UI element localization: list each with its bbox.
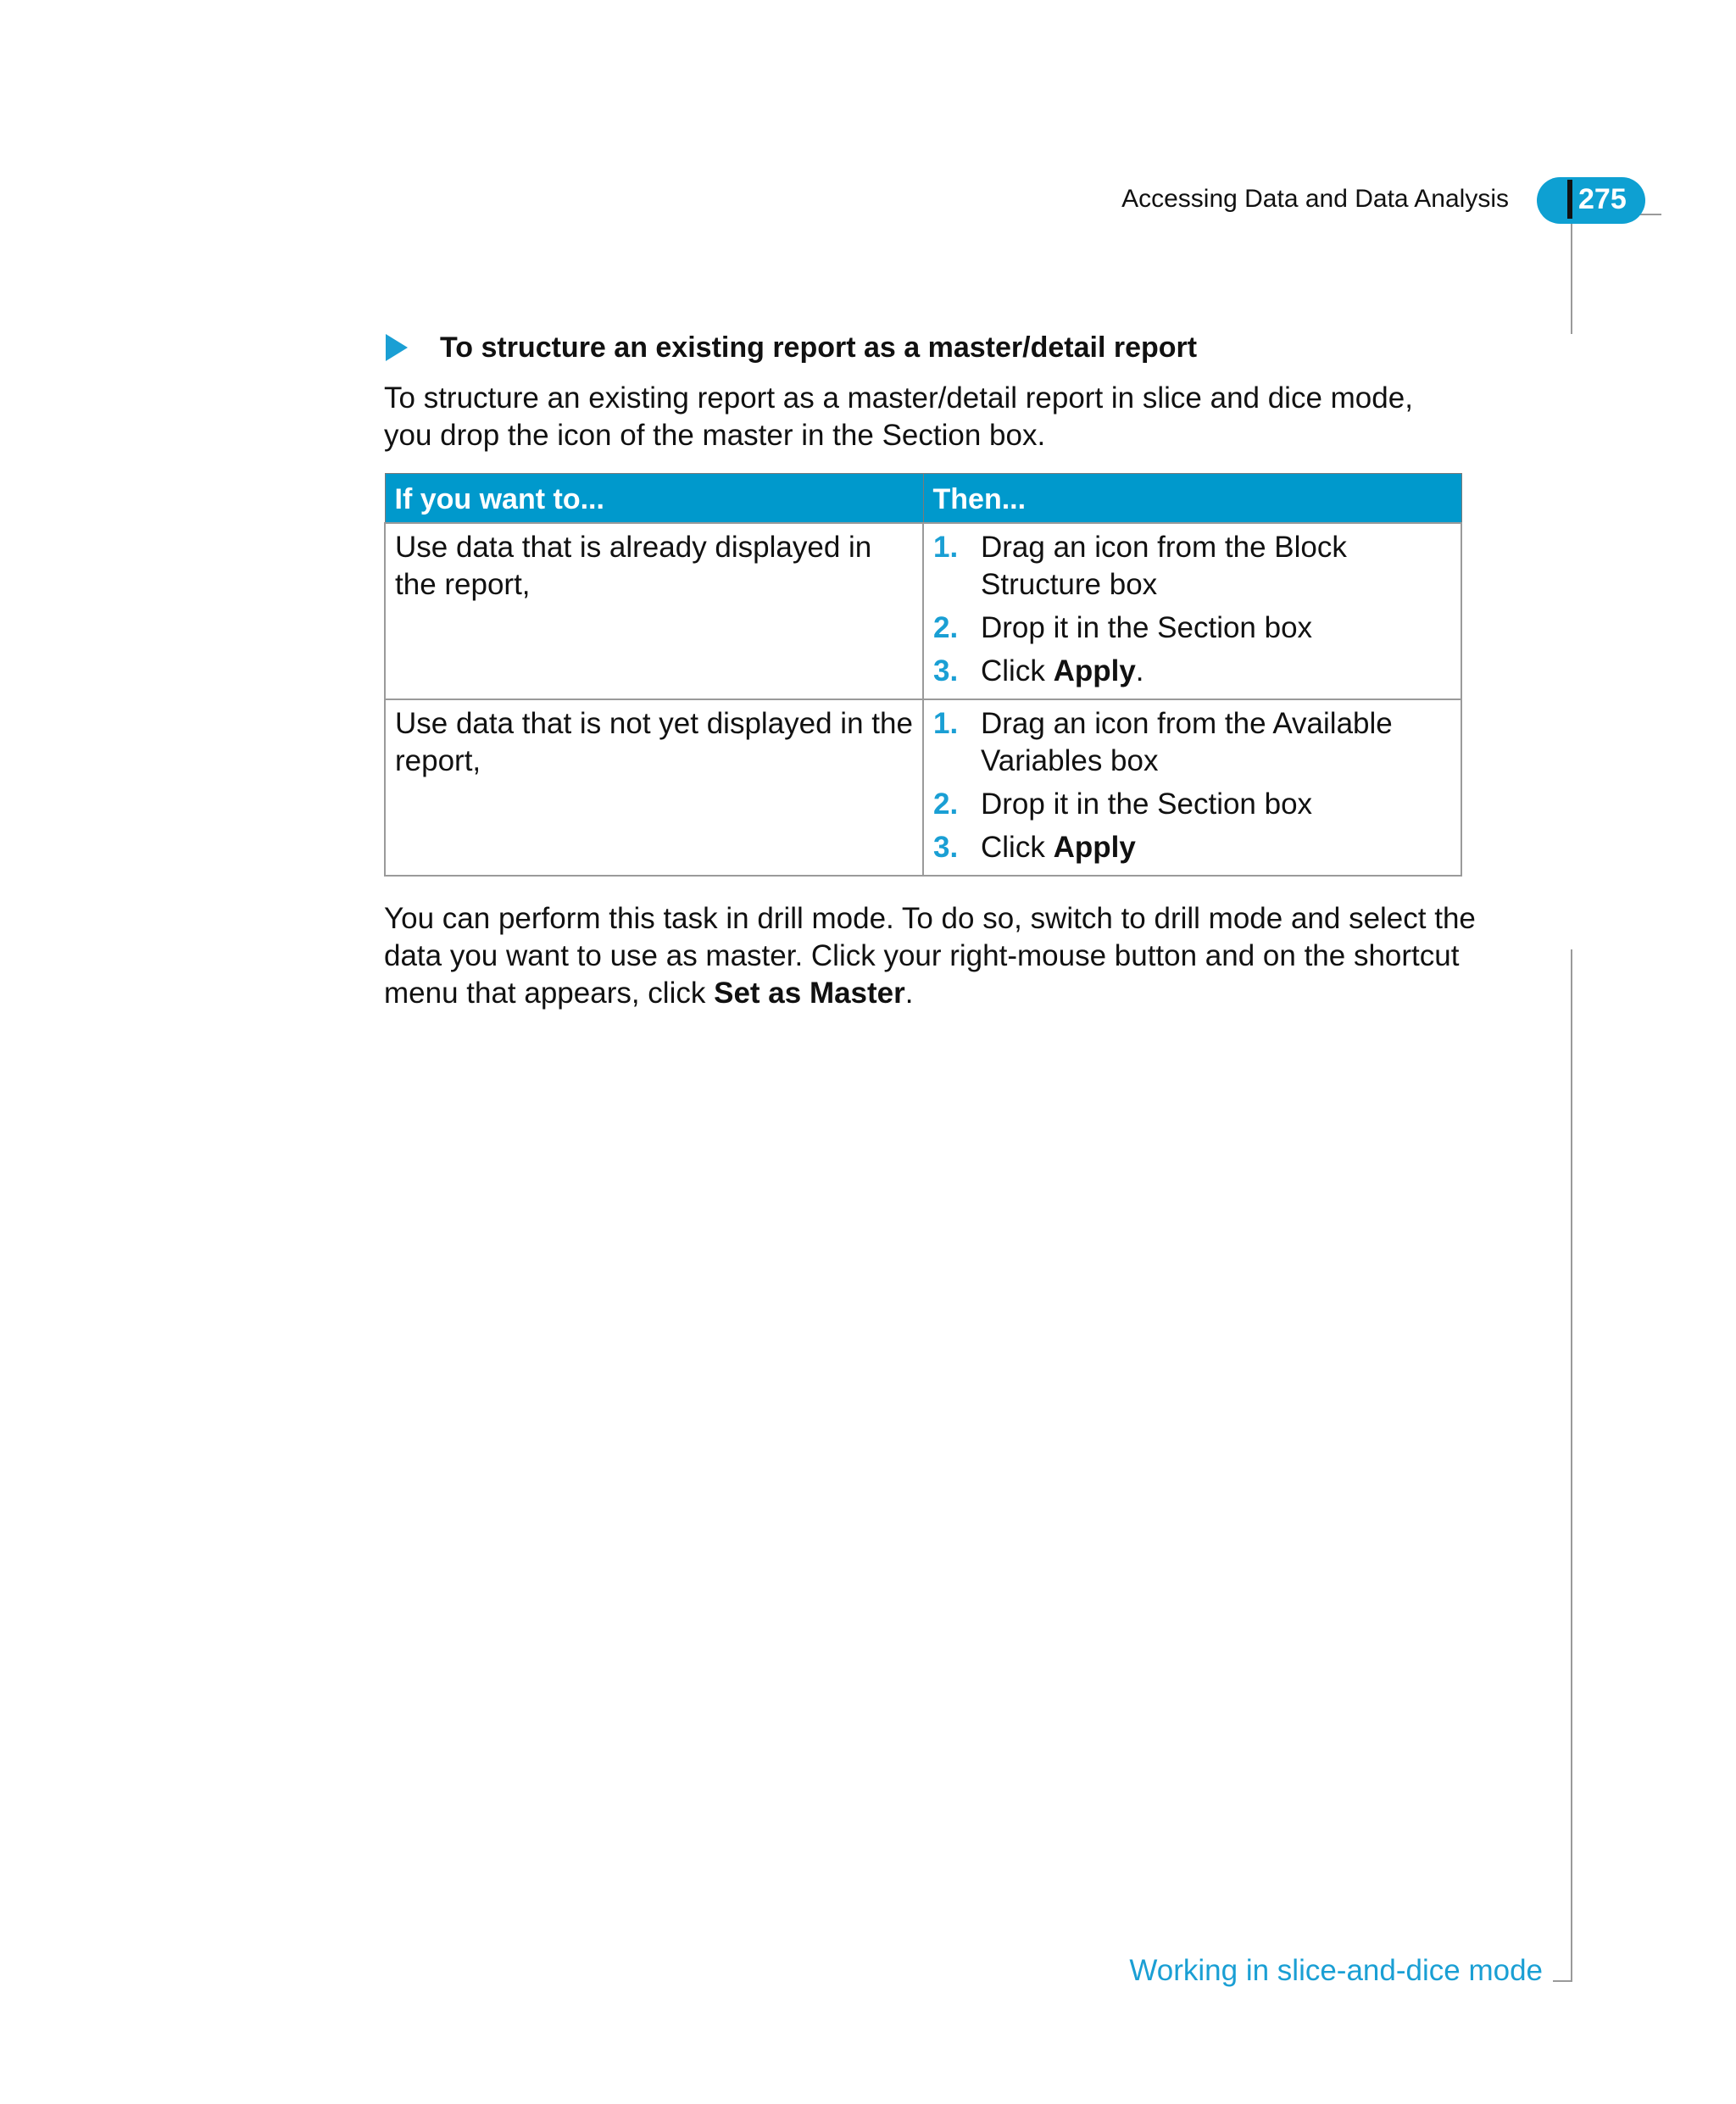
triangle-bullet-icon [386,334,408,361]
closing-text-plain: You can perform this task in drill mode. To do so, switch to drill mode and select the data you want to use as master. Click your right-mouse button and on the shortcut menu that appears, click [384,902,1476,1010]
step-text-bold: Apply [1053,830,1136,864]
page-frame-bottom-rule [1553,1980,1572,1982]
table-cell-condition: Use data that is already displayed in the report, [385,523,923,699]
step-number: 2. [933,787,959,821]
page-frame-lower-vline [1571,949,1572,1982]
step-text-plain: Drag an icon from the Block Structure box [981,530,1347,601]
step-text-plain: Click [981,654,1054,687]
step-text [981,786,1312,823]
table-cell-condition: Use data that is not yet displayed in the report, [385,699,923,876]
table-cell-steps [923,523,1461,699]
intro-paragraph: To structure an existing report as a master/detail report in slice and dice mode, you drop the icon of the master in the Section box. [384,381,1413,452]
table-row [385,523,1461,699]
procedure-heading [386,329,1197,366]
step-number: 3. [933,830,959,864]
step-number: 1. [933,530,959,564]
step-item [933,786,1452,823]
footer-section-title: Working in slice-and-dice mode [1129,1954,1543,1987]
step-number: 2. [933,610,959,644]
step-item [933,653,1452,690]
closing-text-suffix: . [904,977,914,1010]
table-cell-steps [923,699,1461,876]
step-list [933,705,1452,866]
step-item [933,529,1452,604]
page-frame-upper-vline [1571,214,1572,334]
table-row [385,699,1461,876]
running-header: Accessing Data and Data Analysis [1121,185,1509,213]
step-item [933,705,1452,780]
step-text-plain: Drag an icon from the Available Variables box [981,706,1393,777]
step-text-plain: Drop it in the Section box [981,610,1313,644]
table-header-then: Then... [923,474,1461,523]
closing-paragraph [384,900,1477,1012]
step-text [981,609,1312,647]
step-text [981,705,1452,780]
step-item [933,609,1452,647]
table-header-if: If you want to... [385,474,923,523]
table-header-row [385,474,1461,523]
step-text [981,829,1136,866]
page-number-badge [1537,177,1645,224]
step-text [981,529,1452,604]
step-item [933,829,1452,866]
closing-text-bold: Set as Master [714,977,905,1010]
step-text-plain: Drop it in the Section box [981,787,1313,821]
step-text [981,653,1144,690]
step-number: 3. [933,654,959,687]
step-number: 1. [933,706,959,740]
procedure-title: To structure an existing report as a master/detail report [440,331,1198,364]
instructions-table [384,473,1462,877]
page-number-marker [1567,180,1572,219]
page-number: 275 [1578,183,1627,215]
step-text-suffix: . [1135,654,1144,687]
step-list [933,529,1452,690]
step-text-plain: Click [981,830,1054,864]
step-text-bold: Apply [1053,654,1136,687]
